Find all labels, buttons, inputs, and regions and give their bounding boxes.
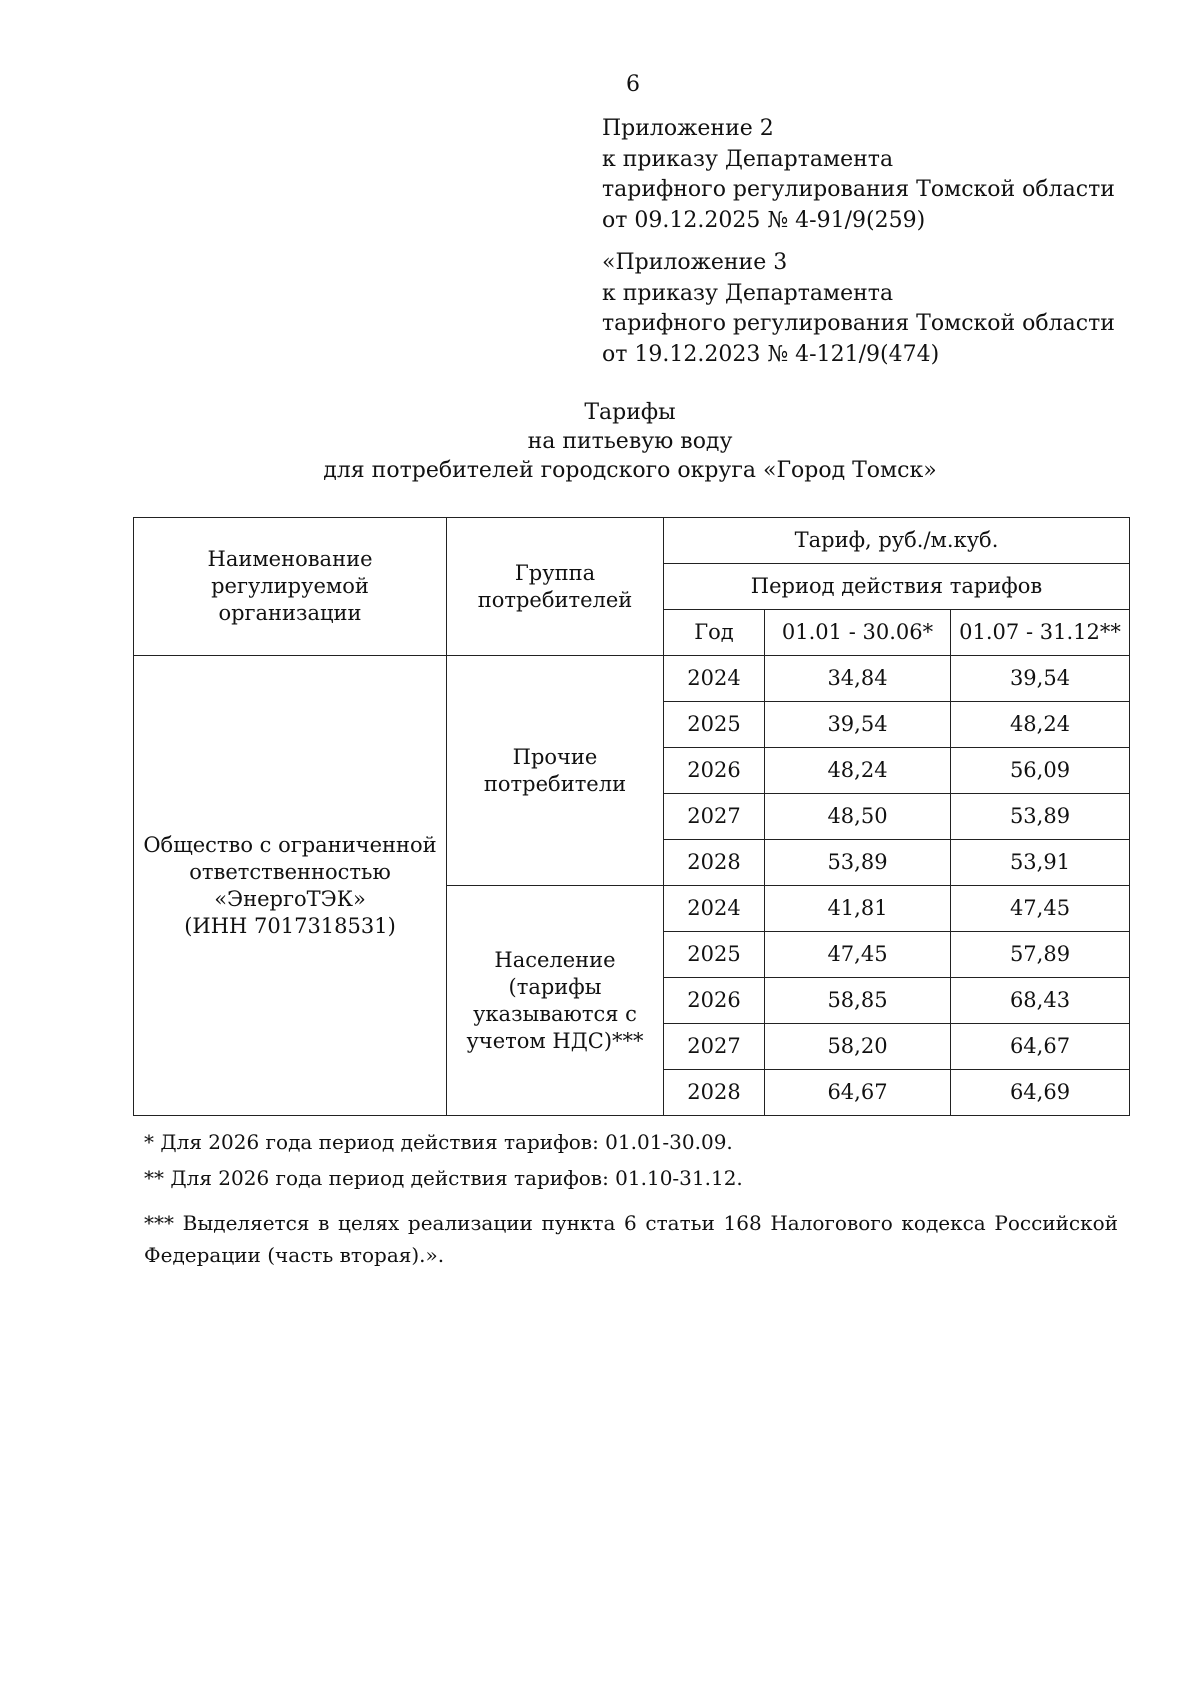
tariff-p2-cell: 64,67 bbox=[951, 1024, 1130, 1070]
annex-current-line: Приложение 2 bbox=[602, 116, 774, 141]
title-line: Тарифы bbox=[584, 400, 676, 425]
table-row bbox=[134, 656, 1130, 702]
tariff-p2-cell: 48,24 bbox=[951, 702, 1130, 748]
group-cell bbox=[447, 886, 664, 1116]
header-period-2: 01.07 - 31.12** bbox=[951, 610, 1130, 656]
organization-line: (ИНН 7017318531) bbox=[184, 913, 396, 938]
annex-previous-line: от 19.12.2023 № 4-121/9(474) bbox=[602, 341, 940, 367]
tariff-p1-cell: 41,81 bbox=[765, 886, 951, 932]
footnote-1: * Для 2026 года период действия тарифов: 01.01-30.09. bbox=[144, 1130, 733, 1154]
page-number: 6 bbox=[626, 72, 640, 97]
annex-previous-line: тарифного регулирования Томской области bbox=[602, 311, 1115, 336]
tariff-table bbox=[133, 517, 1130, 1116]
annex-previous-line: к приказу Департамента bbox=[602, 280, 894, 306]
group-name-line: учетом НДС)*** bbox=[466, 1028, 644, 1053]
group-name-line: Прочие bbox=[512, 744, 598, 769]
tariff-p1-cell: 39,54 bbox=[765, 702, 951, 748]
year-cell: 2026 bbox=[664, 978, 765, 1024]
tariff-p2-cell: 47,45 bbox=[951, 886, 1130, 932]
footnote-2: ** Для 2026 года период действия тарифов: 01.10-31.12. bbox=[144, 1166, 743, 1190]
tariff-p1-cell: 34,84 bbox=[765, 656, 951, 702]
document-title bbox=[0, 398, 1200, 485]
group-name-line: Население bbox=[494, 947, 616, 972]
organization-line: ответственностью bbox=[189, 859, 391, 884]
annex-previous-line: «Приложение 3 bbox=[602, 250, 788, 275]
header-org-name: Наименование регулируемой организации bbox=[134, 518, 447, 656]
header-consumer-group: Группа потребителей bbox=[447, 518, 664, 656]
organization-line: «ЭнергоТЭК» bbox=[214, 886, 366, 911]
organization-line: Общество с ограниченной bbox=[143, 832, 437, 857]
group-cell bbox=[447, 656, 664, 886]
header-year: Год bbox=[664, 610, 765, 656]
tariff-p2-cell: 68,43 bbox=[951, 978, 1130, 1024]
tariff-p1-cell: 53,89 bbox=[765, 840, 951, 886]
year-cell: 2027 bbox=[664, 794, 765, 840]
annex-previous-header bbox=[602, 248, 1115, 370]
group-name-line: указываются с bbox=[473, 1001, 637, 1026]
tariff-p1-cell: 48,50 bbox=[765, 794, 951, 840]
annex-current-line: от 09.12.2025 № 4-91/9(259) bbox=[602, 207, 926, 233]
tariff-p2-cell: 39,54 bbox=[951, 656, 1130, 702]
annex-current-header bbox=[602, 114, 1115, 236]
tariff-p2-cell: 53,89 bbox=[951, 794, 1130, 840]
header-period-label: Период действия тарифов bbox=[664, 564, 1130, 610]
tariff-p2-cell: 56,09 bbox=[951, 748, 1130, 794]
year-cell: 2028 bbox=[664, 1070, 765, 1116]
group-name-line: (тарифы bbox=[508, 974, 602, 999]
group-name-line: потребители bbox=[483, 771, 627, 796]
tariff-p1-cell: 58,20 bbox=[765, 1024, 951, 1070]
year-cell: 2024 bbox=[664, 886, 765, 932]
year-cell: 2025 bbox=[664, 702, 765, 748]
footnote-3: *** Выделяется в целях реализации пункта 6 статьи 168 Налогового кодекса Российской Федерации (часть вторая).». bbox=[144, 1211, 1118, 1267]
year-cell: 2028 bbox=[664, 840, 765, 886]
title-line: для потребителей городского округа «Город Томск» bbox=[323, 458, 937, 483]
tariff-p1-cell: 47,45 bbox=[765, 932, 951, 978]
year-cell: 2026 bbox=[664, 748, 765, 794]
tariff-p2-cell: 57,89 bbox=[951, 932, 1130, 978]
organization-cell bbox=[134, 656, 447, 1116]
header-period-1: 01.01 - 30.06* bbox=[765, 610, 951, 656]
header-tariff-unit: Тариф, руб./м.куб. bbox=[664, 518, 1130, 564]
tariff-p2-cell: 64,69 bbox=[951, 1070, 1130, 1116]
tariff-p1-cell: 48,24 bbox=[765, 748, 951, 794]
year-cell: 2024 bbox=[664, 656, 765, 702]
tariff-p2-cell: 53,91 bbox=[951, 840, 1130, 886]
annex-current-line: к приказу Департамента bbox=[602, 146, 894, 172]
tariff-p1-cell: 58,85 bbox=[765, 978, 951, 1024]
annex-current-line: тарифного регулирования Томской области bbox=[602, 177, 1115, 202]
title-line: на питьевую воду bbox=[527, 429, 733, 454]
year-cell: 2025 bbox=[664, 932, 765, 978]
year-cell: 2027 bbox=[664, 1024, 765, 1070]
tariff-p1-cell: 64,67 bbox=[765, 1070, 951, 1116]
